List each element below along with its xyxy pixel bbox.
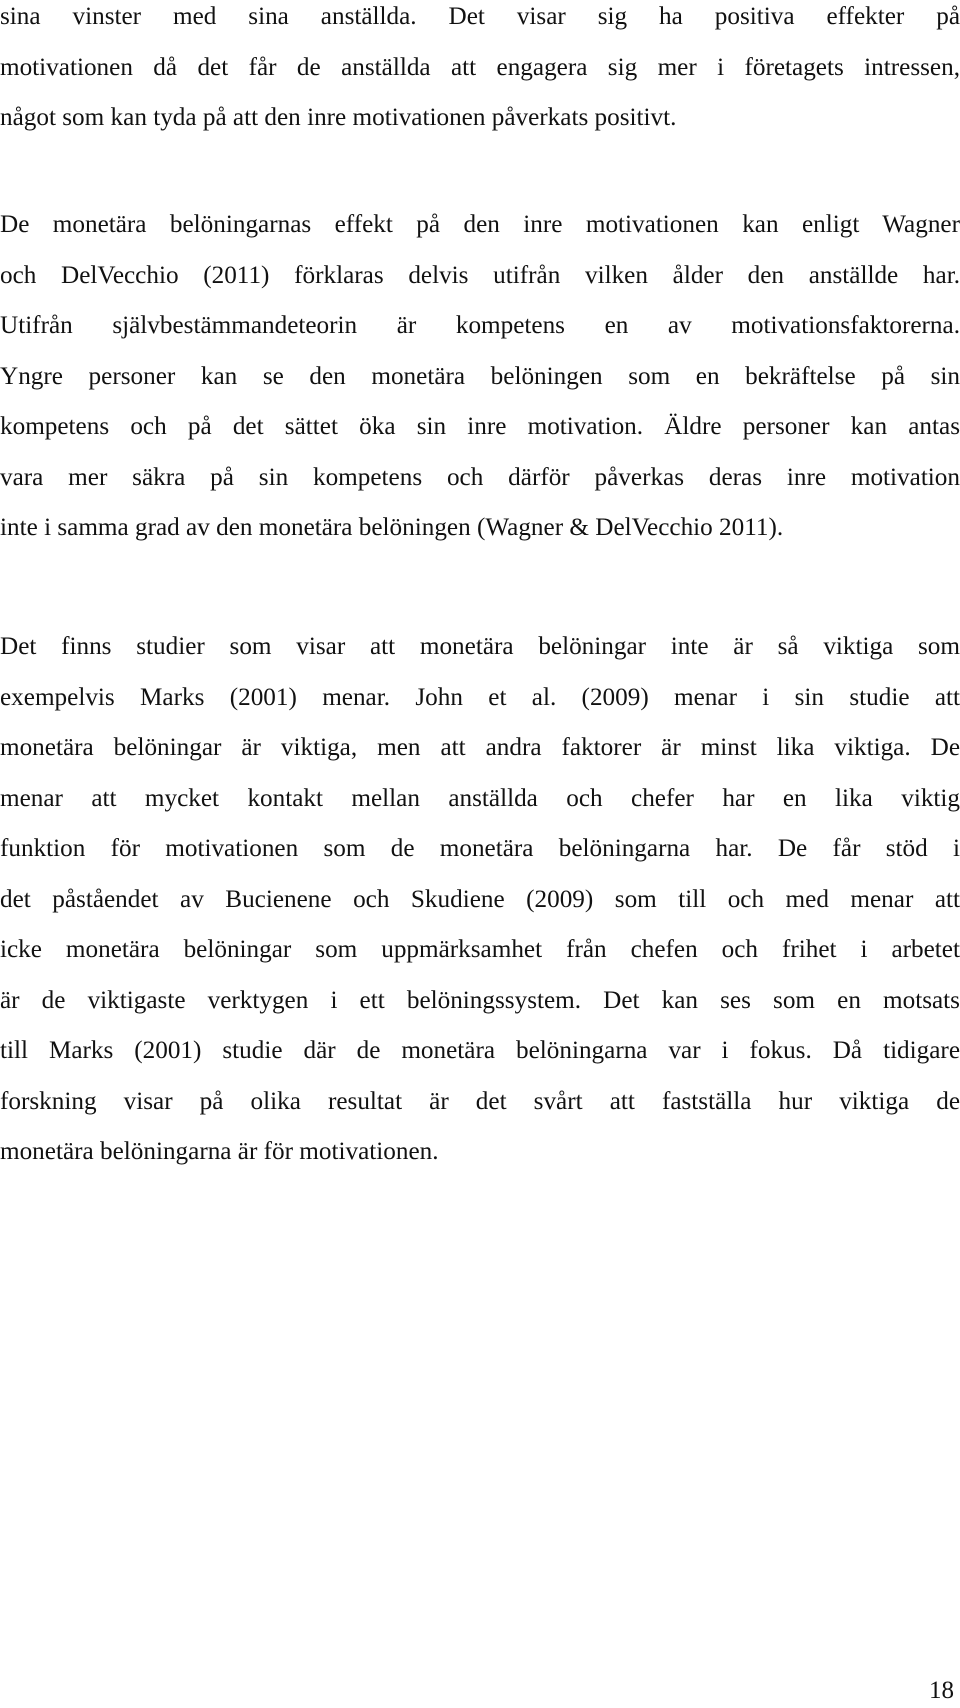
text-line: monetära belöningarna är för motivationen. — [0, 1138, 439, 1165]
page-number: 18 — [929, 1677, 954, 1704]
text-line: menar att mycket kontakt mellan anställda och chefer har en lika viktig — [0, 784, 960, 812]
text-line: De monetära belöningarnas effekt på den inre motivationen kan enligt Wagner — [0, 211, 960, 238]
paragraph-2 — [0, 200, 960, 554]
text-line: sina vinster med sina anställda. Det visar sig ha positiva effekter på — [0, 3, 960, 30]
text-line: vara mer säkra på sin kompetens och därför påverkas deras inre motivation — [0, 463, 960, 491]
text-line: till Marks (2001) studie där de monetära belöningarna var i fokus. Då tidigare — [0, 1037, 960, 1064]
text-line: det påståendet av Bucienene och Skudiene (2009) som till och med menar att — [0, 885, 960, 913]
text-line: Utifrån självbestämmandeteorin är kompetens en av motivationsfaktorerna. — [0, 312, 960, 339]
text-line: forskning visar på olika resultat är det svårt att fastställa hur viktiga de — [0, 1087, 960, 1115]
text-line: Yngre personer kan se den monetära belöningen som en bekräftelse på sin — [0, 362, 960, 390]
text-line: något som kan tyda på att den inre motivationen påverkats positivt. — [0, 104, 677, 131]
text-line: är de viktigaste verktygen i ett belöningssystem. Det kan ses som en motsats — [0, 986, 960, 1014]
text-line: Det finns studier som visar att monetära belöningar inte är så viktiga som — [0, 633, 960, 660]
paragraph-1 — [0, 0, 960, 144]
text-line: exempelvis Marks (2001) menar. John et al. (2009) menar i sin studie att — [0, 683, 960, 711]
text-line: inte i samma grad av den monetära belöningen (Wagner & DelVecchio 2011). — [0, 514, 784, 541]
text-line: och DelVecchio (2011) förklaras delvis utifrån vilken ålder den anställde har. — [0, 261, 960, 289]
text-line: kompetens och på det sättet öka sin inre motivation. Äldre personer kan antas — [0, 413, 960, 440]
text-line: funktion för motivationen som de monetära belöningarna har. De får stöd i — [0, 835, 960, 862]
text-line: monetära belöningar är viktiga, men att andra faktorer är minst lika viktiga. De — [0, 734, 960, 761]
paragraph-3 — [0, 622, 960, 1178]
text-line: icke monetära belöningar som uppmärksamhet från chefen och frihet i arbetet — [0, 936, 960, 963]
text-line: motivationen då det får de anställda att engagera sig mer i företagets intressen, — [0, 53, 960, 81]
